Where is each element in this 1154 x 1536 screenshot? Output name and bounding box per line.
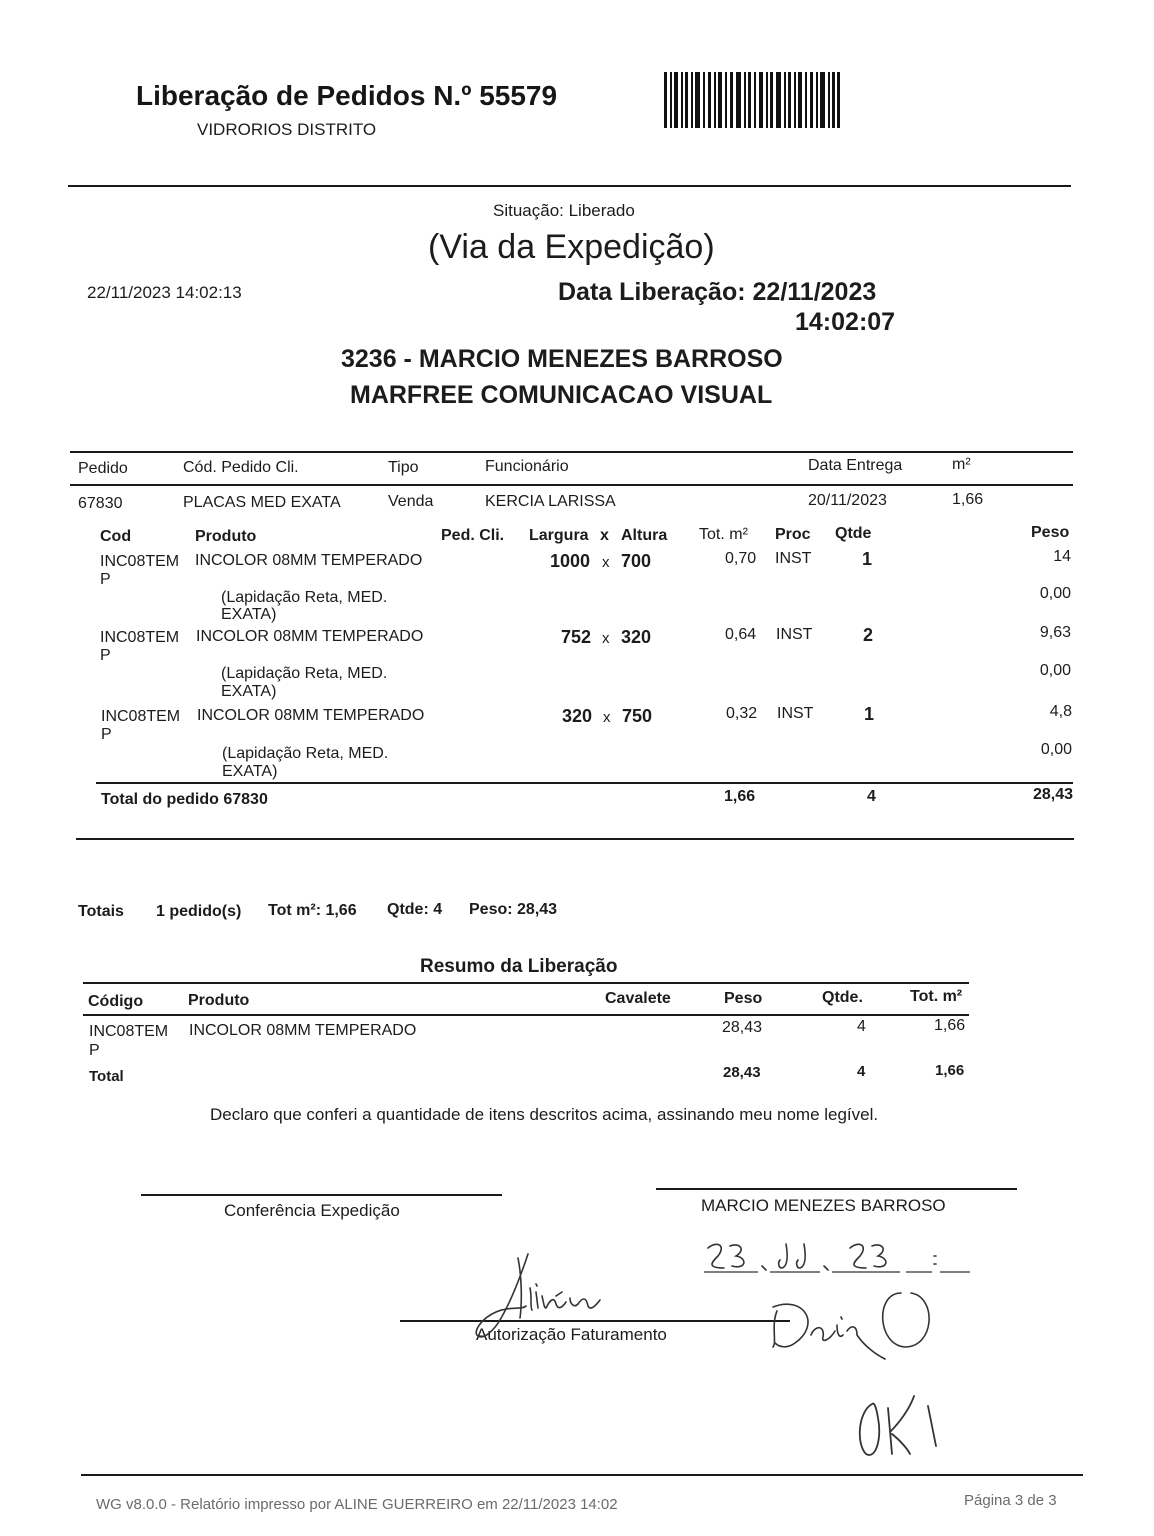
totals-label: Totais — [78, 903, 124, 920]
order-header-divider — [70, 484, 1073, 486]
item-qtde: 2 — [863, 625, 874, 645]
order-bottom-divider — [76, 838, 1074, 840]
item-note: (Lapidação Reta, MED. — [221, 665, 388, 682]
summary-qtde: 4 — [857, 1018, 866, 1035]
situation-status: Situação: Liberado — [493, 201, 635, 220]
order-funcionario: KERCIA LARISSA — [485, 493, 616, 510]
totals-pedidos: 1 pedido(s) — [156, 903, 242, 920]
order-total-m2: 1,66 — [724, 788, 756, 805]
order-top-divider — [70, 451, 1073, 453]
footer-page-number: Página 3 de 3 — [964, 1492, 1057, 1509]
item-note-cont: EXATA) — [221, 606, 277, 623]
item-peso: 14 — [1053, 548, 1071, 565]
item-x: x — [602, 630, 610, 647]
client-company: MARFREE COMUNICACAO VISUAL — [350, 381, 773, 409]
item-peso: 9,63 — [1039, 624, 1071, 641]
declaration-text: Declaro que conferi a quantidade de itens descritos acima, assinando meu nome legível. — [210, 1105, 879, 1124]
conferencia-signature-line — [141, 1194, 502, 1196]
print-datetime: 22/11/2023 14:02:13 — [87, 283, 242, 302]
item-note-peso: 0,00 — [1039, 662, 1071, 679]
order-pedido: 67830 — [78, 495, 123, 512]
release-time: 14:02:07 — [795, 308, 896, 336]
footer-printed-by: WG v8.0.0 - Relatório impresso por ALINE GUERREIRO em 22/11/2023 14:02 — [96, 1496, 618, 1513]
order-total-divider — [96, 782, 1073, 784]
handwritten-ok-strokes — [850, 1388, 950, 1466]
footer-divider — [81, 1474, 1083, 1476]
item-cod-cont: P — [100, 571, 111, 588]
item-produto: INCOLOR 08MM TEMPERADO — [195, 552, 423, 569]
items-col-proc: Proc — [775, 526, 811, 543]
order-total-peso: 28,43 — [1032, 786, 1073, 803]
summary-header-divider — [83, 1014, 969, 1016]
order-total-label: Total do pedido 67830 — [101, 791, 268, 808]
summary-col-qtde: Qtde. — [822, 989, 863, 1006]
conferencia-label: Conferência Expedição — [224, 1201, 400, 1220]
report-title: Liberação de Pedidos N.º 55579 — [136, 80, 558, 111]
item-largura: 752 — [561, 627, 592, 647]
item-cod: INC08TEM — [101, 708, 181, 725]
item-x: x — [602, 554, 610, 571]
item-cod-cont: P — [101, 726, 112, 743]
summary-total-tot-m2: 1,66 — [935, 1062, 965, 1079]
item-qtde: 1 — [862, 549, 873, 569]
item-altura: 750 — [622, 706, 653, 726]
item-produto: INCOLOR 08MM TEMPERADO — [196, 628, 424, 645]
summary-cod: INC08TEM — [89, 1023, 169, 1040]
items-col-largura: Largura — [529, 527, 589, 544]
item-note: (Lapidação Reta, MED. — [221, 589, 388, 606]
client-name: 3236 - MARCIO MENEZES BARROSO — [341, 345, 783, 373]
autorizacao-label: Autorização Faturamento — [476, 1325, 667, 1344]
summary-peso: 28,43 — [722, 1019, 763, 1036]
items-col-cod: Cod — [100, 528, 132, 545]
summary-col-tot-m2: Tot. m² — [910, 988, 963, 1005]
summary-col-peso: Peso — [724, 990, 763, 1007]
item-note-peso: 0,00 — [1040, 741, 1072, 758]
summary-total-peso: 28,43 — [723, 1064, 761, 1081]
handwritten-signature-aline — [470, 1248, 630, 1348]
item-altura: 700 — [621, 551, 652, 571]
item-cod: INC08TEM — [100, 629, 180, 646]
summary-col-codigo: Código — [88, 993, 144, 1010]
items-col-peso: Peso — [1031, 524, 1070, 541]
item-note-cont: EXATA) — [221, 683, 277, 700]
item-altura: 320 — [621, 627, 652, 647]
items-col-x: x — [600, 527, 609, 544]
item-note: (Lapidação Reta, MED. — [222, 745, 389, 762]
order-cod-cli: PLACAS MED EXATA — [183, 494, 341, 511]
totals-peso: Peso: 28,43 — [469, 901, 558, 918]
col-pedido-label: Pedido — [78, 460, 128, 477]
col-tipo-label: Tipo — [388, 459, 419, 476]
summary-title: Resumo da Liberação — [420, 956, 618, 977]
item-largura: 320 — [562, 706, 593, 726]
items-col-ped-cli: Ped. Cli. — [441, 527, 505, 544]
items-col-produto: Produto — [195, 528, 257, 545]
summary-produto: INCOLOR 08MM TEMPERADO — [189, 1022, 417, 1039]
item-cod-cont: P — [100, 647, 111, 664]
item-largura: 1000 — [550, 551, 591, 571]
summary-cod-cont: P — [89, 1042, 100, 1059]
item-x: x — [603, 709, 611, 726]
item-proc: INST — [775, 550, 812, 567]
company-name: VIDRORIOS DISTRITO — [197, 120, 377, 139]
totals-m2: Tot m²: 1,66 — [268, 902, 357, 919]
totals-qtde: Qtde: 4 — [387, 901, 443, 918]
summary-total-qtde: 4 — [857, 1063, 866, 1080]
item-note-peso: 0,00 — [1039, 585, 1071, 602]
item-qtde: 1 — [864, 704, 875, 724]
handwritten-signature-client — [765, 1285, 945, 1365]
item-peso: 4,8 — [1049, 703, 1072, 720]
col-data-entrega-label: Data Entrega — [808, 457, 903, 474]
client-signature-line — [656, 1188, 1017, 1190]
col-m2-label: m² — [952, 456, 971, 473]
item-tot-m2: 0,32 — [726, 705, 758, 722]
summary-col-produto: Produto — [188, 992, 250, 1009]
item-produto: INCOLOR 08MM TEMPERADO — [197, 707, 425, 724]
header-divider — [68, 185, 1071, 187]
summary-total-label: Total — [89, 1068, 124, 1085]
items-col-tot-m2: Tot. m² — [699, 526, 748, 543]
summary-tot-m2: 1,66 — [934, 1017, 966, 1034]
summary-col-cavalete: Cavalete — [605, 990, 671, 1007]
col-cod-cli-label: Cód. Pedido Cli. — [183, 459, 299, 476]
item-proc: INST — [776, 626, 813, 643]
item-note-cont: EXATA) — [222, 763, 278, 780]
handwritten-date-strokes — [700, 1236, 975, 1286]
release-date: Data Liberação: 22/11/2023 — [558, 278, 877, 306]
order-m2: 1,66 — [952, 491, 984, 508]
order-data-entrega: 20/11/2023 — [808, 492, 887, 509]
barcode — [664, 72, 840, 128]
items-col-qtde: Qtde — [835, 525, 872, 542]
item-tot-m2: 0,70 — [725, 550, 757, 567]
client-signature-name: MARCIO MENEZES BARROSO — [701, 1196, 946, 1215]
item-cod: INC08TEM — [100, 553, 180, 570]
col-funcionario-label: Funcionário — [485, 458, 569, 475]
item-tot-m2: 0,64 — [725, 626, 757, 643]
copy-label: (Via da Expedição) — [428, 228, 715, 266]
item-proc: INST — [777, 705, 814, 722]
order-total-qtde: 4 — [867, 788, 876, 805]
summary-top-divider — [83, 982, 969, 984]
order-tipo: Venda — [388, 493, 434, 510]
items-col-altura: Altura — [621, 527, 668, 544]
